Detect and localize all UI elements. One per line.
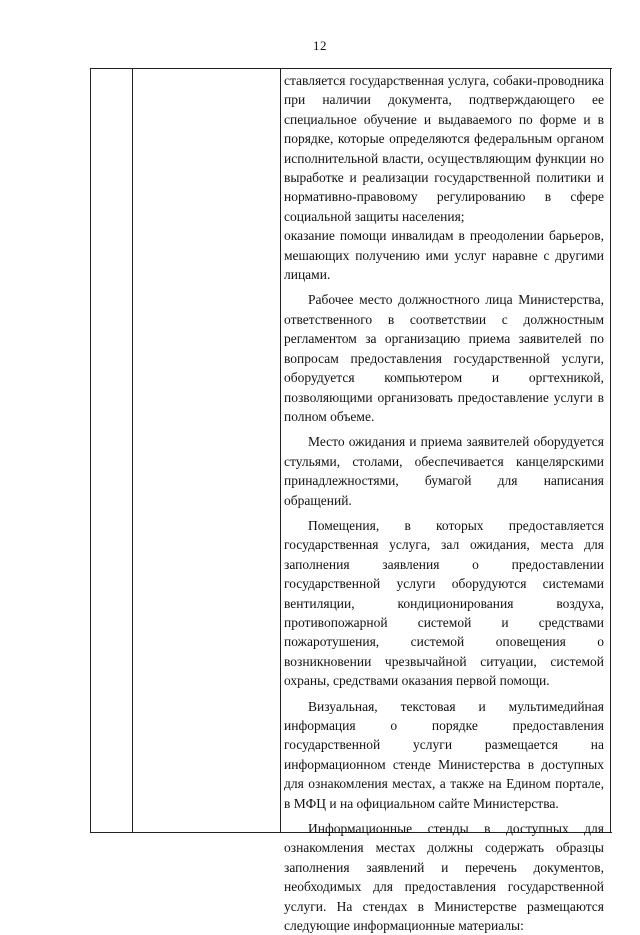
paragraph-waiting-place: Место ожидания и приема заявителей оборудуется стульями, столами, обеспечивается канцелярскими принадлежностями, бумагой для написания обращений. [284,434,604,508]
table-column-divider-1 [132,69,133,832]
table-column-divider-2 [280,69,281,832]
paragraph-workplace: Рабочее место должностного лица Министерства, ответственного в соответствии с должностным регламентом за организацию приема заявителей по вопросам предоставления государственной услуги, оборудуется компьютером и оргтехникой, позволяющими организовать предоставление услуги в полном объеме. [284,292,604,424]
table-border-right [610,69,611,832]
paragraph-info-stands: Информационные стенды в доступных для ознакомления местах должны содержать образцы заполнения заявлений и перечень документов, необходимых для предоставления государственной услуги. На стендах в Министерстве размещаются следующие информационные материалы: [284,821,604,934]
table-cell-content [284,71,604,935]
paragraph-service-dog: ставляется государственная услуга, собаки-проводника при наличии документа, подтверждающего ее специальное обучение и выдаваемого по форме и в порядке, которые определяются федеральным органом исполнительной власти, осуществляющим функции но выработке и реализации государственной политики и нормативно-правовому регулированию в сфере социальной защиты населения; [284,73,604,224]
paragraph-information: Визуальная, текстовая и мультимедийная информация о порядке предоставления государственной услуги размещается на информационном стенде Министерства в доступных для ознакомления местах, а также на Едином портале, в МФЦ и на официальном сайте Министерства. [284,698,604,811]
page-number: 12 [313,38,327,53]
regulation-table [90,68,612,934]
table-border-left [90,69,91,832]
paragraph-premises: Помещения, в которых предоставляется государственная услуга, зал ожидания, места для заполнения заявления о предоставлении государственной услуги оборудуются системами вентиляции, кондиционирования воздуха, противопожарной системой и средствами пожаротушения, системой оповещения о возникновении чрезвычайной ситуации, системой охраны, средствами оказания первой помощи. [284,517,604,689]
paragraph-barrier-help: оказание помощи инвалидам в преодолении барьеров, мешающих получению ими услуг наравне с другими лицами. [284,228,604,283]
